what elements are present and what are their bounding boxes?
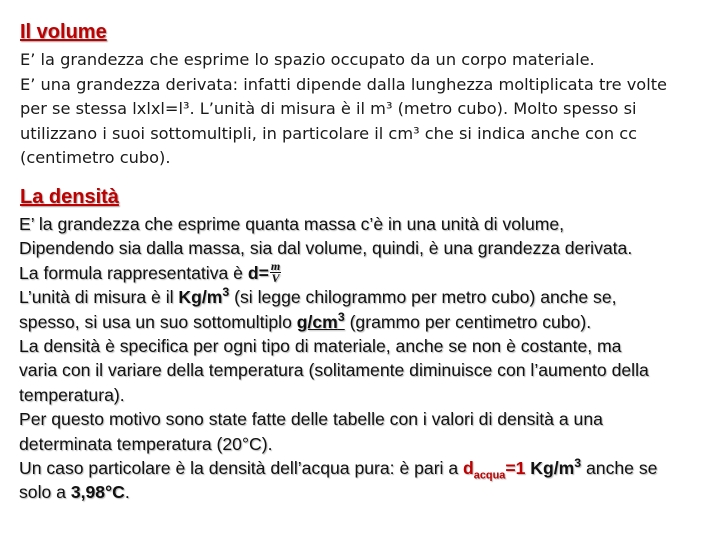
d-symbol: d <box>463 457 474 478</box>
formula-numerator: m <box>270 258 281 273</box>
density-line-10: determinata temperatura (20°C). <box>19 433 273 454</box>
submultiple-intro: spesso, si usa un suo sottomultiplo <box>19 311 297 332</box>
water-unit-text: Kg/m <box>530 457 575 478</box>
density-title: La densità <box>20 186 119 208</box>
d-subscript: acqua <box>473 469 506 482</box>
density-line-12 <box>19 480 714 504</box>
d-value: =1 <box>505 457 531 478</box>
water-density-symbol <box>463 457 531 482</box>
unit-intro: L’unità di misura è il <box>19 287 179 308</box>
unit-kg-text: Kg/m <box>178 287 223 308</box>
volume-line-1: E’ la grandezza che esprime lo spazio occupato da un corpo materiale. <box>20 50 595 69</box>
unit-g-text: g/cm <box>296 311 338 332</box>
unit-g-cm3 <box>296 309 345 332</box>
volume-line-2: E’ una grandezza derivata: infatti dipende dalla lunghezza moltiplicata tre volte <box>20 74 667 94</box>
temp-intro: solo a <box>19 482 71 503</box>
volume-line-4: utilizzano i suoi sottomultipli, in particolare il cm³ che si indica anche con cc <box>20 123 638 143</box>
density-line-5 <box>19 310 714 334</box>
unit-g-exponent: 3 <box>337 309 345 324</box>
water-intro: Un caso particolare è la densità dell’acqua pura: è pari a <box>19 457 464 478</box>
unit-kg-exponent: 3 <box>222 285 230 300</box>
density-line-8: temperatura). <box>19 384 125 405</box>
density-line-1: E’ la grandezza che esprime quanta massa c’è in una unità di volume, <box>19 214 565 234</box>
density-line-3 <box>19 258 714 285</box>
density-line-4 <box>19 285 714 309</box>
density-line-6: La densità è specifica per ogni tipo di materiale, anche se non è costante, ma <box>19 335 622 356</box>
density-line-2: Dipendendo sia dalla massa, sia dal volume, quindi, è una grandezza derivata. <box>19 238 633 259</box>
submultiple-reading: (grammo per centimetro cubo). <box>344 311 592 332</box>
density-line-9: Per questo motivo sono state fatte delle tabelle con i valori di densità a una <box>19 409 603 430</box>
water-temperature: 3,98°C <box>70 482 125 503</box>
volume-title: Il volume <box>20 21 107 43</box>
formula-intro: La formula rappresentativa è <box>19 262 248 283</box>
density-line-11 <box>19 456 714 480</box>
volume-line-3: per se stessa lxlxl=l³. L’unità di misura è il m³ (metro cubo). Molto spesso si <box>20 99 637 119</box>
formula-lhs: d= <box>247 262 269 283</box>
water-unit-exponent: 3 <box>574 456 582 471</box>
volume-line-5: (centimetro cubo). <box>20 148 171 168</box>
density-formula-fraction <box>270 258 281 285</box>
unit-kg-m3 <box>178 287 229 307</box>
temp-end: . <box>124 482 130 503</box>
unit-reading: (si legge chilogrammo per metro cubo) anche se, <box>229 287 617 308</box>
water-note: anche se <box>581 457 658 478</box>
density-line-7: varia con il variare della temperatura (solitamente diminuisce con l’aumento della <box>19 360 649 381</box>
formula-denominator: V <box>271 270 280 285</box>
density-paragraph <box>19 212 714 505</box>
water-density-unit <box>530 458 581 478</box>
volume-paragraph <box>20 48 710 171</box>
